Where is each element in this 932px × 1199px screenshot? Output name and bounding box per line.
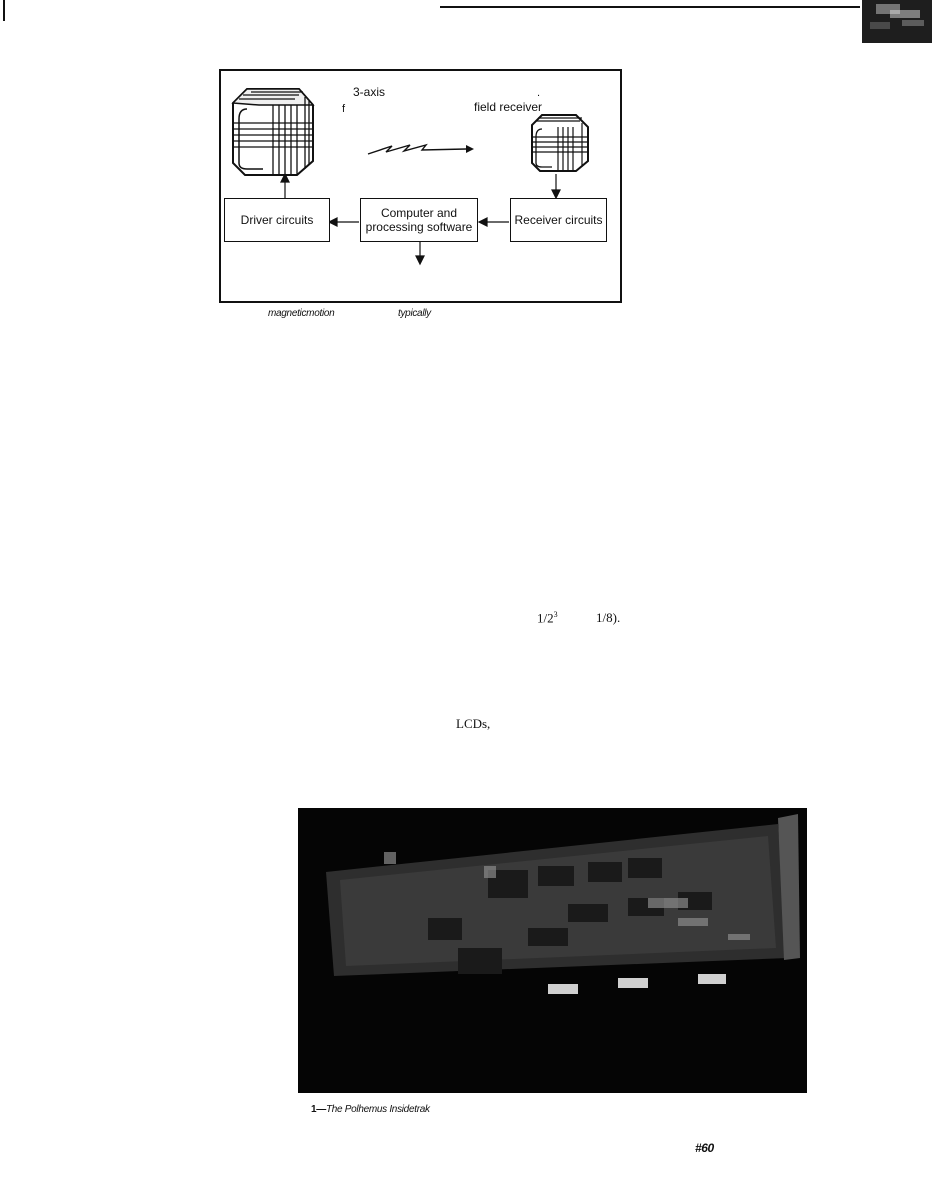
lcds-word: LCDs, [456, 716, 491, 731]
photo-caption-number: 1— [311, 1104, 326, 1115]
photo-caption [311, 1104, 430, 1115]
fraction1-text: 1/2 [537, 610, 554, 626]
caption-word-typically: typically [398, 308, 431, 319]
transmitter-fragment-label: f [342, 103, 346, 115]
computer-processing-box [360, 198, 478, 242]
field-wave-arrow [366, 140, 476, 160]
page-number: #60 [695, 1141, 714, 1155]
photo-caption-text: The Polhemus Insidetrak [325, 1104, 430, 1115]
driver-circuits-label: Driver circuits [240, 213, 314, 227]
header-rule [440, 6, 860, 8]
fraction-one-over-two [537, 610, 558, 626]
receiver-dot: . [537, 87, 541, 99]
caption-word-magnetic-motion: magneticmotion [268, 308, 335, 319]
receiver-circuits-box [510, 198, 607, 242]
receiver-sensor-label: field receiver [474, 100, 543, 114]
driver-circuits-box [224, 198, 330, 242]
computer-label-line2: processing software [365, 220, 473, 234]
insidetrak-board-photo [298, 808, 807, 1093]
receiver-circuits-label: Receiver circuits [514, 213, 603, 227]
left-margin-bar [3, 0, 5, 21]
fraction-one-over-eight: 1/8). [596, 610, 621, 625]
fraction1-exponent: 3 [553, 610, 558, 619]
transmitter-axis-label: 3-axis [353, 85, 386, 99]
computer-label-line1: Computer and [380, 206, 458, 220]
corner-thumbnail-image [862, 0, 932, 43]
